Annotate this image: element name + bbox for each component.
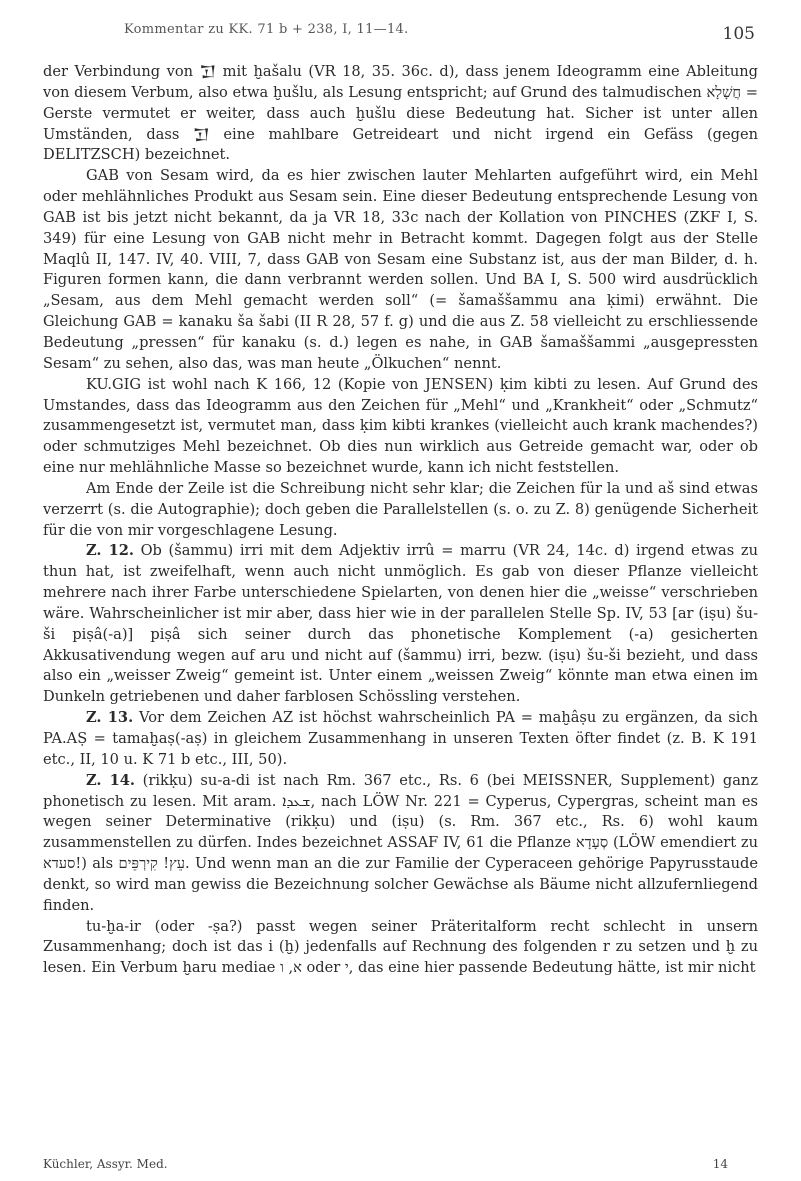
commentary-text xyxy=(43,62,758,979)
paragraph-text: KU.GIG ist wohl nach K 166, 12 (Kopie von JENSEN) ḳim kibti zu lesen. Auf Grund des Umstandes, dass das Ideogramm aus den Zeichen für „Mehl“ und „Krankheit“ oder „Schmutz“ zusammengesetzt ist, vermutet man, dass ḳim kibti krankes (vielleicht auch krank machendes?) oder schmutziges Mehl bezeichnet. Ob dies nun wirklich aus Getreide gemacht war, oder ob eine nur mehlähnliche Masse so bezeichnet wurde, kann ich nicht feststellen. xyxy=(43,375,758,477)
paragraph-text: Am Ende der Zeile ist die Schreibung nicht sehr klar; die Zeichen für la und aš sind etwas verzerrt (s. die Autographie); doch geben die Parallelstellen (s. o. zu Z. 8) genügende Sicherheit für die von mir vorgeschlagene Lesung. xyxy=(43,479,758,539)
paragraph-text: Ob (šammu) irri mit dem Adjektiv irrû = marru (VR 24, 14c. d) irgend etwas zu thun hat, ist zweifelhaft, wenn auch nicht unmöglich. Es gab von dieser Pflanze vielleicht mehrere nach ihrer Farbe unterschiedene Spielarten, von denen hier die „weisse“ verschrieben wäre. Wahrscheinlicher ist mir aber, dass hier wie in der parallelen Stelle Sp. IV, 53 [ar (iṣu) šu-ši piṣâ(-a)] piṣâ sich seiner durch das phonetische Komplement (-a) gesicherten Akkusativendung wegen auf aru und nicht auf (šammu) irri, bezw. (iṣu) šu-ši bezieht, und dass also ein „weisser Zweig“ gemeint ist. Unter einem „weissen Zweig“ könnte man etwa einen im Dunkeln getriebenen und daher farblosen Schössling verstehen. xyxy=(43,542,758,706)
paragraph xyxy=(43,541,758,708)
paragraph-text: (rikḳu) su-a-di ist nach Rm. 367 etc., Rs. 6 (bei MEISSNER, Supplement) ganz phonetisch zu lesen. Mit aram. ܫܥܕܐ, nach LÖW Nr. 221 = Cyperus, Cypergras, scheint man es wegen seiner Determinative (rikḳu) und (iṣu) (s. Rm. 367 etc., Rs. 6) wohl kaum zusammenstellen zu dürfen. Indes bezeichnet ASSAF IV, 61 die Pflanze סְעָדָא (LÖW emendiert zu סעדא!) als עֵץ! קִירְפֵּים. Und wenn man an die zur Familie der Cyperaceen gehörige Papyrusstaude denkt, so wird man gewiss die Bezeichnung solcher Gewächse als Bäume nicht allzufernliegend finden. xyxy=(43,771,759,914)
paragraph xyxy=(43,166,758,374)
line-reference: Z. 13. xyxy=(86,709,134,727)
paragraph xyxy=(43,375,758,479)
paragraph xyxy=(43,708,758,771)
paragraph-text: Vor dem Zeichen AZ ist höchst wahrscheinlich PA = maḫâṣu zu ergänzen, da sich PA.AṢ = tamaḫaṣ(-aṣ) in gleichem Zusammenhang in unseren Texten öfter findet (z. B. K 191 etc., II, 10 u. K 71 b etc., III, 50). xyxy=(43,709,758,768)
sheet-number: 14 xyxy=(712,1157,728,1171)
paragraph-text: GAB von Sesam wird, da es hier zwischen lauter Mehlarten aufgeführt wird, ein Mehl oder mehlähnliches Produkt aus Sesam sein. Eine dieser Bedeutung entsprechende Lesung von GAB ist bis jetzt nicht bekannt, da ja VR 18, 33c nach der Kollation von PINCHES (ZKF I, S. 349) für eine Lesung von GAB nicht mehr in Betracht kommt. Dagegen folgt aus der Stelle Maqlû II, 147. IV, 40. VIII, 7, dass GAB von Sesam eine Substanz ist, aus der man Bilder, d. h. Figuren formen kann, die dann verbrannt werden sollen. Und BA I, S. 500 wird ausdrücklich „Sesam, aus dem Mehl gemacht werden soll“ (= šamaššammu ana ḳimi) erwähnt. Die Gleichung GAB = kanaku ša šabi (II R 28, 57 f. g) und die aus Z. 58 vielleicht zu erschliessende Bedeutung „pressen“ für kanaku (s. d.) legen es nahe, in GAB šamaššammi „ausgepressten Sesam“ zu sehen, also das, was man heute „Ölkuchen“ nennt. xyxy=(43,167,758,372)
paragraph xyxy=(43,62,758,166)
paragraph xyxy=(43,917,758,980)
sheet-signature: Küchler, Assyr. Med. xyxy=(43,1157,168,1171)
line-reference: Z. 12. xyxy=(86,542,134,560)
line-reference: Z. 14. xyxy=(86,771,135,789)
paragraph-text: tu-ḫa-ir (oder -ṣa?) passt wegen seiner Präteritalform recht schlecht in unsern Zusammenhang; doch ist das i (ḫ) jedenfalls auf Rechnung des folgenden r zu setzen und ḫ zu lesen. Ein Verbum ḫaru mediae א, ו oder י, das eine hier passende Bedeutung hätte, ist mir nicht xyxy=(43,917,758,977)
running-title: Kommentar zu KK. 71 b + 238, I, 11—14. xyxy=(124,22,409,37)
paragraph xyxy=(43,479,758,542)
paragraph-text: der Verbindung von 𒋛 mit ḫašalu (VR 18, 35. 36c. d), dass jenem Ideogramm eine Ableitung von diesem Verbum, also etwa ḫušlu, als Lesung entspricht; auf Grund des talmudischen חֲשָׁלָא = Gerste vermutet er weiter, dass auch ḫušlu diese Bedeutung hat. Sicher ist unter allen Umständen, dass 𒋛 eine mahlbare Getreideart und nicht irgend ein Gefäss (gegen DELITZSCH) bezeichnet. xyxy=(43,63,758,164)
page-number: 105 xyxy=(722,24,755,44)
paragraph xyxy=(43,771,758,917)
